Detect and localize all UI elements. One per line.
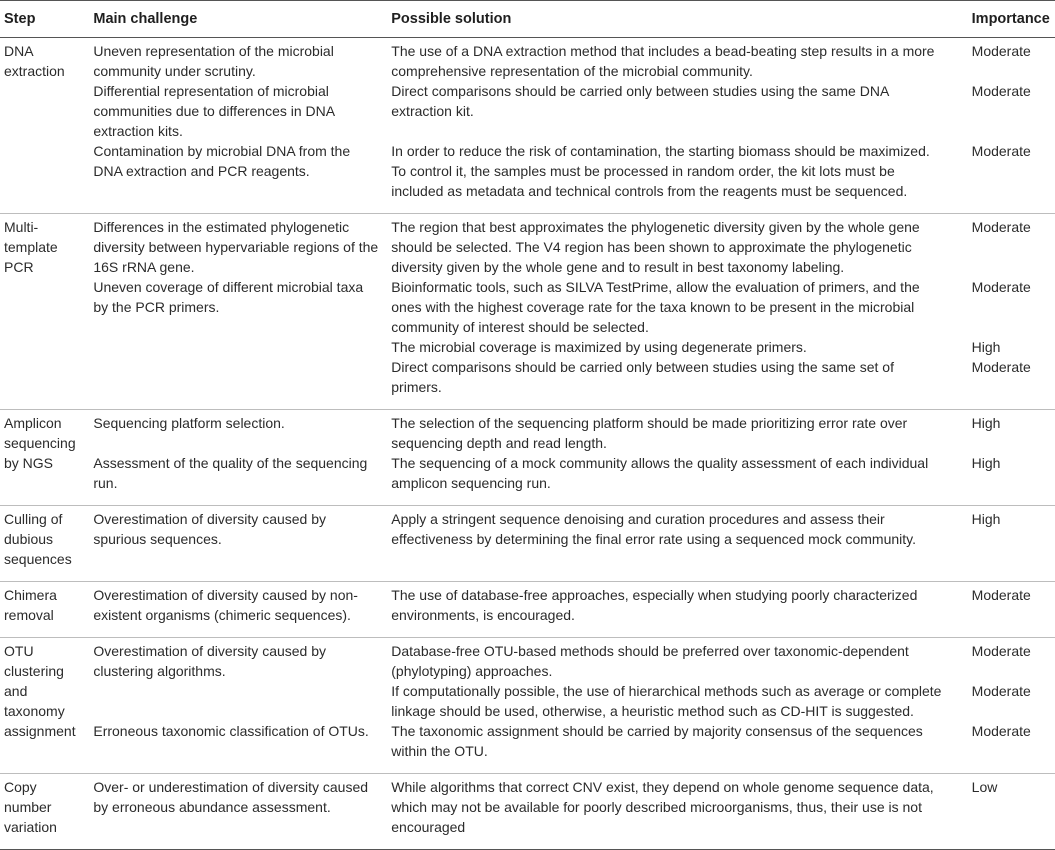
challenge-line: by the PCR primers. [93, 299, 220, 315]
step-label-line: and [4, 683, 28, 699]
importance-cell [968, 582, 1055, 638]
table-row [0, 582, 1055, 638]
challenge-block [93, 277, 383, 337]
challenge-line: Over- or underestimation of diversity caused [93, 779, 369, 795]
solution-block [391, 641, 963, 681]
table-row [0, 410, 1055, 506]
solution-line: within the OTU. [391, 743, 488, 759]
solution-line: which may not be available for poorly described microorganisms, thus, their use is not [391, 799, 922, 815]
challenge-block [93, 81, 383, 141]
importance-value: Moderate [971, 587, 1031, 603]
challenge-line: by erroneous abundance assessment. [93, 799, 331, 815]
table-row [0, 506, 1055, 582]
importance-value: Moderate [971, 43, 1031, 59]
challenge-line: Overestimation of diversity caused by [93, 643, 327, 659]
step-label-line: Culling of [4, 511, 63, 527]
solution-line: The use of a DNA extraction method that includes a bead-beating step results in a more [391, 43, 935, 59]
step-label-line: sequences [4, 551, 72, 567]
solution-block [391, 509, 963, 549]
challenge-line: Assessment of the quality of the sequencing [93, 455, 368, 471]
solution-line: Direct comparisons should be carried only between studies using the same DNA [391, 83, 890, 99]
challenge-line: communities due to differences in DNA [93, 103, 336, 119]
importance-block [972, 721, 1051, 761]
challenge-line: Overestimation of diversity caused by [93, 511, 327, 527]
challenge-line: Contamination by microbial DNA from the [93, 143, 351, 159]
importance-cell [968, 506, 1055, 582]
importance-block [972, 681, 1051, 721]
solution-line: The region that best approximates the phylogenetic diversity given by the whole gene [391, 219, 920, 235]
challenge-line: run. [93, 475, 118, 491]
challenge-block [93, 141, 383, 201]
solution-line: The taxonomic assignment should be carried by majority consensus of the sequences [391, 723, 923, 739]
challenge-line: clustering algorithms. [93, 663, 226, 679]
importance-block [972, 413, 1051, 453]
solution-cell [387, 410, 967, 506]
step-label-line: DNA [4, 43, 34, 59]
solution-line: To control it, the samples must be processed in random order, the kit lots must be [391, 163, 895, 179]
importance-value: Moderate [971, 723, 1031, 739]
step-label-line: Chimera [4, 587, 57, 603]
step-label-line: by NGS [4, 455, 54, 471]
importance-value: Moderate [971, 219, 1031, 235]
step-label-line: clustering [4, 663, 64, 679]
solution-line: The selection of the sequencing platform should be made prioritizing error rate over [391, 415, 908, 431]
importance-cell [968, 410, 1055, 506]
importance-block [972, 509, 1051, 549]
importance-block [972, 141, 1051, 201]
importance-value: Low [971, 779, 998, 795]
solution-block [391, 357, 963, 397]
importance-block [972, 585, 1051, 625]
importance-block [972, 641, 1051, 681]
importance-cell [968, 214, 1055, 410]
header-step: Step [4, 11, 36, 27]
challenge-line: Sequencing platform selection. [93, 415, 285, 431]
challenge-line: diversity between hypervariable regions of the [93, 239, 379, 255]
solution-block [391, 721, 963, 761]
importance-value: Moderate [971, 359, 1031, 375]
solution-line: The microbial coverage is maximized by using degenerate primers. [391, 339, 807, 355]
challenge-line: Differential representation of microbial [93, 83, 329, 99]
challenge-cell [89, 410, 387, 506]
solution-cell [387, 582, 967, 638]
step-label-line: PCR [4, 259, 34, 275]
importance-cell [968, 38, 1055, 214]
solution-block [391, 141, 963, 201]
solution-cell [387, 638, 967, 774]
step-cell [0, 410, 89, 506]
solution-line: Database-free OTU-based methods should be preferred over taxonomic-dependent [391, 643, 909, 659]
header-main-challenge: Main challenge [93, 11, 198, 27]
solution-line: included as metadata and technical controls from the reagents must be sequenced. [391, 183, 908, 199]
header-possible-solution: Possible solution [391, 11, 512, 27]
importance-block [972, 217, 1051, 277]
challenge-cell [89, 774, 387, 850]
solution-cell [387, 774, 967, 850]
importance-value: Moderate [971, 279, 1031, 295]
step-label-line: number [4, 799, 52, 815]
importance-value: Moderate [971, 83, 1031, 99]
challenge-cell [89, 582, 387, 638]
solution-block [391, 41, 963, 81]
solution-block [391, 81, 963, 141]
challenge-line: Uneven coverage of different microbial taxa [93, 279, 364, 295]
step-label-line: assignment [4, 723, 76, 739]
importance-block [972, 453, 1051, 493]
step-cell [0, 38, 89, 214]
solution-line: primers. [391, 379, 442, 395]
challenge-line: Overestimation of diversity caused by non- [93, 587, 358, 603]
solution-line: encouraged [391, 819, 466, 835]
table-row [0, 214, 1055, 410]
solution-line: comprehensive representation of the microbial community. [391, 63, 753, 79]
step-cell [0, 638, 89, 774]
step-label-line: template [4, 239, 58, 255]
challenge-cell [89, 214, 387, 410]
solution-block [391, 777, 963, 837]
solution-line: linkage should be used, otherwise, a heuristic method such as CD-HIT is suggested. [391, 703, 914, 719]
importance-block [972, 277, 1051, 337]
challenge-line: existent organisms (chimeric sequences). [93, 607, 351, 623]
solution-block [391, 337, 963, 357]
challenge-block [93, 509, 383, 549]
challenge-line: 16S rRNA gene. [93, 259, 195, 275]
solution-line: If computationally possible, the use of hierarchical methods such as average or complete [391, 683, 942, 699]
challenge-block [93, 413, 383, 453]
challenge-cell [89, 506, 387, 582]
importance-block [972, 777, 1051, 837]
table-body [0, 38, 1055, 850]
importance-cell [968, 774, 1055, 850]
step-cell [0, 214, 89, 410]
solution-block [391, 413, 963, 453]
importance-value: High [971, 339, 1001, 355]
step-label-line: removal [4, 607, 54, 623]
solution-line: Direct comparisons should be carried only between studies using the same set of [391, 359, 894, 375]
step-label-line: Amplicon [4, 415, 62, 431]
importance-cell [968, 638, 1055, 774]
solution-line: Bioinformatic tools, such as SILVA TestPrime, allow the evaluation of primers, and the [391, 279, 920, 295]
challenge-block [93, 585, 383, 625]
step-cell [0, 506, 89, 582]
challenge-line: Differences in the estimated phylogenetic [93, 219, 350, 235]
step-label-line: extraction [4, 63, 65, 79]
importance-block [972, 337, 1051, 357]
solution-cell [387, 38, 967, 214]
solution-line: ones with the highest coverage rate for the taxa known to be present in the microbial [391, 299, 915, 315]
step-label-line: sequencing [4, 435, 76, 451]
challenge-line: extraction kits. [93, 123, 183, 139]
solution-line: diversity given by the whole gene and to result in best taxonomy labeling. [391, 259, 845, 275]
solution-line: The sequencing of a mock community allows the quality assessment of each individual [391, 455, 929, 471]
challenge-block [93, 41, 383, 81]
solution-line: community of interest should be selected. [391, 319, 649, 335]
challenge-cell [89, 38, 387, 214]
solution-line: (phylotyping) approaches. [391, 663, 553, 679]
solution-line: amplicon sequencing run. [391, 475, 551, 491]
solution-line: sequencing depth and read length. [391, 435, 607, 451]
importance-value: High [971, 455, 1001, 471]
table-row [0, 38, 1055, 214]
importance-value: Moderate [971, 683, 1031, 699]
importance-value: Moderate [971, 143, 1031, 159]
challenge-line: Uneven representation of the microbial [93, 43, 334, 59]
solution-line: Apply a stringent sequence denoising and curation procedures and assess their [391, 511, 885, 527]
challenge-block [93, 777, 383, 837]
step-label-line: OTU [4, 643, 34, 659]
solution-line: effectiveness by determining the final error rate using a sequenced mock community. [391, 531, 917, 547]
solution-line: should be selected. The V4 region has been shown to approximate the phylogenetic [391, 239, 912, 255]
challenge-block [93, 641, 383, 681]
table-row [0, 774, 1055, 850]
solution-line: In order to reduce the risk of contamination, the starting biomass should be maximized. [391, 143, 930, 159]
challenge-line: DNA extraction and PCR reagents. [93, 163, 310, 179]
solution-block [391, 585, 963, 625]
challenge-block [93, 337, 383, 357]
step-cell [0, 582, 89, 638]
solution-line: environments, is encouraged. [391, 607, 575, 623]
challenge-line: spurious sequences. [93, 531, 222, 547]
challenge-cell [89, 638, 387, 774]
challenge-line: community under scrutiny. [93, 63, 256, 79]
step-label-line: taxonomy [4, 703, 65, 719]
solution-line: While algorithms that correct CNV exist, they depend on whole genome sequence data, [391, 779, 934, 795]
step-label-line: Copy [4, 779, 37, 795]
solution-block [391, 681, 963, 721]
solution-line: extraction kit. [391, 103, 474, 119]
step-label-line: variation [4, 819, 57, 835]
solution-cell [387, 214, 967, 410]
importance-block [972, 357, 1051, 397]
importance-block [972, 81, 1051, 141]
challenge-block [93, 357, 383, 397]
importance-value: High [971, 415, 1001, 431]
challenge-block [93, 721, 383, 761]
step-label-line: Multi- [4, 219, 39, 235]
challenge-block [93, 453, 383, 493]
solution-cell [387, 506, 967, 582]
solution-line: The use of database-free approaches, especially when studying poorly characterized [391, 587, 918, 603]
importance-block [972, 41, 1051, 81]
challenge-block [93, 217, 383, 277]
challenge-block [93, 681, 383, 721]
step-label-line: dubious [4, 531, 54, 547]
table-row [0, 638, 1055, 774]
solution-block [391, 217, 963, 277]
solution-block [391, 453, 963, 493]
step-cell [0, 774, 89, 850]
importance-value: High [971, 511, 1001, 527]
challenge-line: Erroneous taxonomic classification of OTUs. [93, 723, 369, 739]
table-header-row [0, 1, 1055, 38]
solution-block [391, 277, 963, 337]
header-importance: Importance [971, 11, 1050, 27]
importance-value: Moderate [971, 643, 1031, 659]
